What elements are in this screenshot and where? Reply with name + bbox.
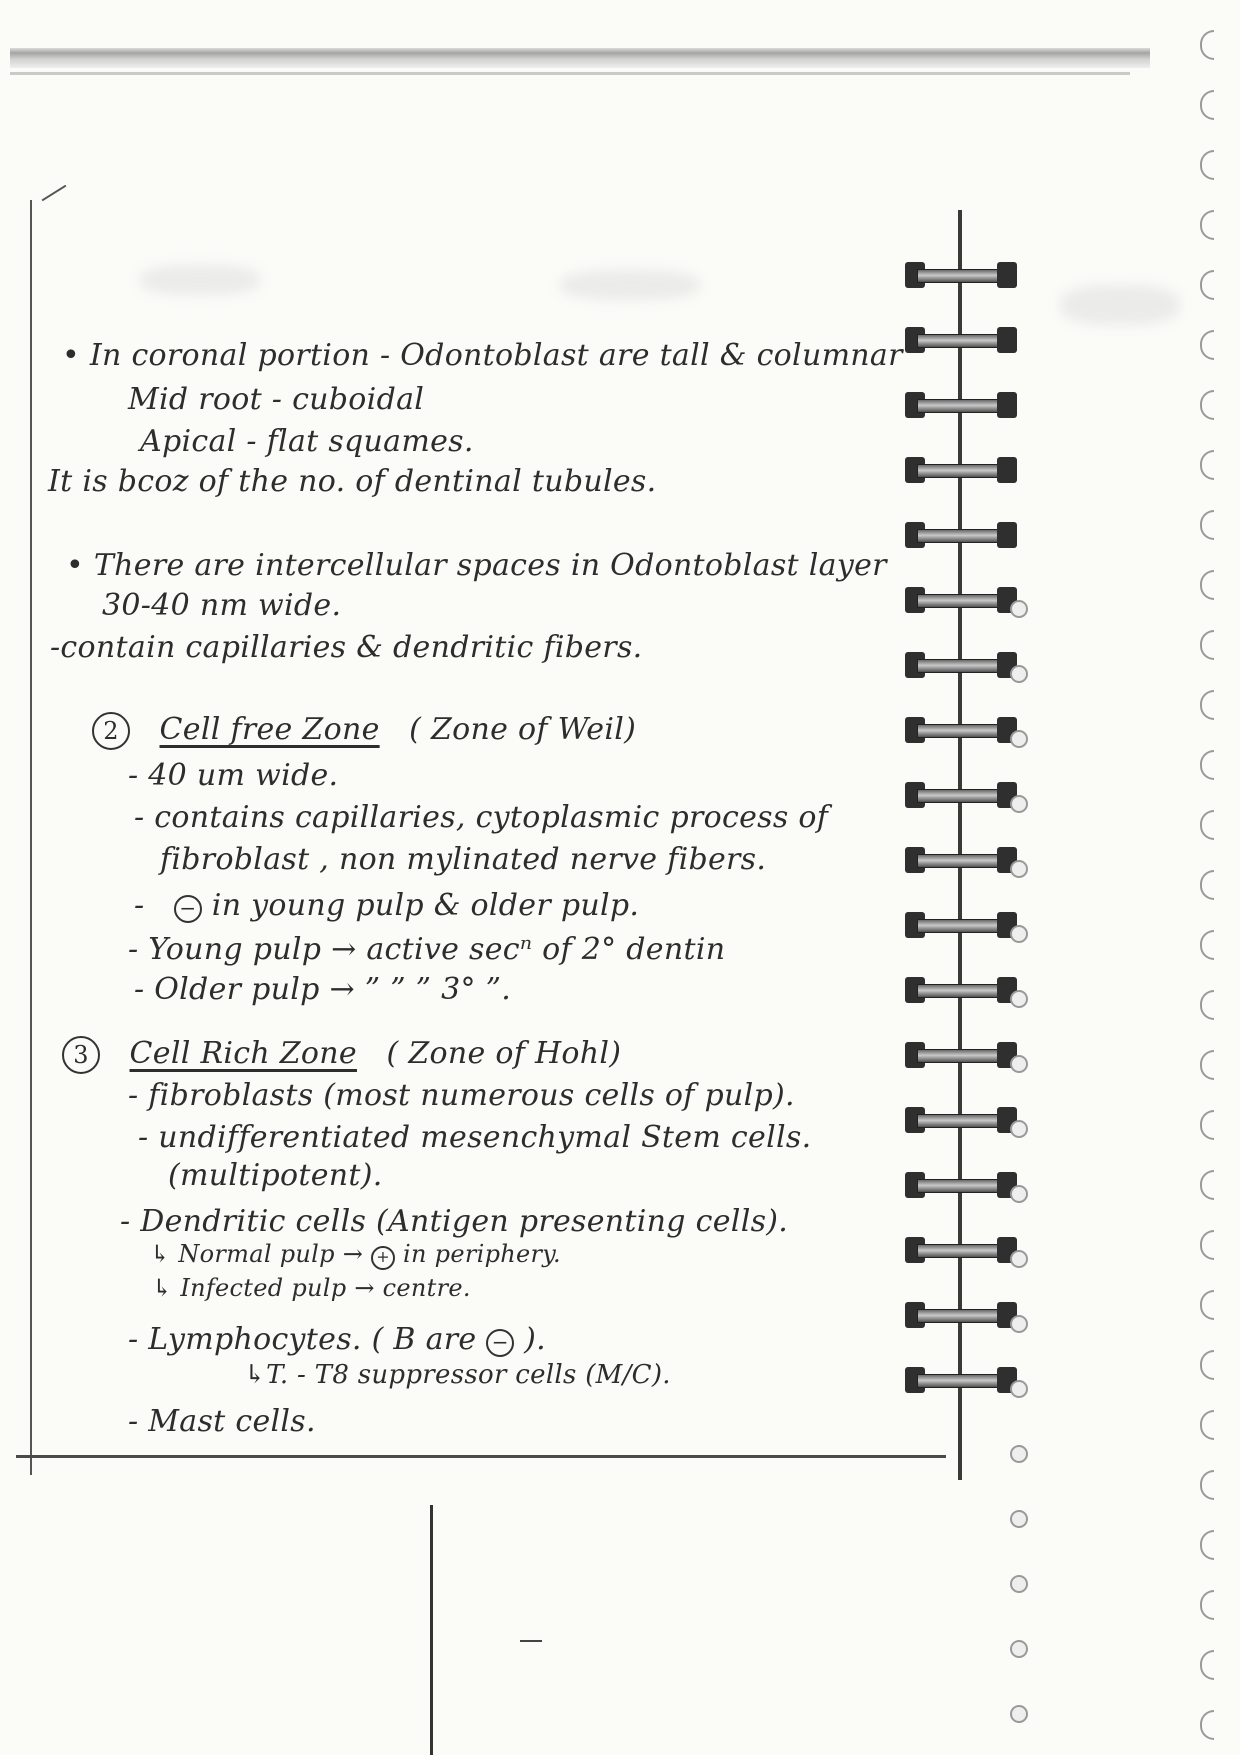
note-line: - Mast cells. <box>128 1404 316 1439</box>
punch-hole <box>1010 1575 1028 1593</box>
binding-ring <box>905 455 1017 485</box>
punch-hole <box>1010 1315 1028 1333</box>
note-line: - 40 um wide. <box>128 758 339 793</box>
binding-ring <box>905 845 1017 875</box>
note-line: - Dendritic cells (Antigen presenting cells). <box>120 1204 789 1239</box>
edge-ring <box>1200 30 1214 60</box>
edge-ring <box>1200 1170 1214 1200</box>
section-number: 2 <box>92 712 130 750</box>
positive-sign-circle: + <box>371 1246 395 1270</box>
edge-ring <box>1200 1590 1214 1620</box>
binding-ring <box>905 585 1017 615</box>
edge-ring <box>1200 1110 1214 1140</box>
note-line: - undifferentiated mesenchymal Stem cells. <box>138 1120 812 1155</box>
note-line: ↳ Infected pulp → centre. <box>152 1274 471 1302</box>
binding-ring <box>905 325 1017 355</box>
punch-hole <box>1010 1510 1028 1528</box>
edge-ring <box>1200 750 1214 780</box>
edge-ring <box>1200 1230 1214 1260</box>
binding-ring <box>905 1105 1017 1135</box>
note-line: Mid root - cuboidal <box>128 382 425 417</box>
edge-ring <box>1200 990 1214 1020</box>
note-line: 30-40 nm wide. <box>102 588 342 623</box>
binding-ring <box>905 520 1017 550</box>
punch-holes <box>1010 600 1040 1750</box>
edge-ring <box>1200 810 1214 840</box>
punch-hole <box>1010 665 1028 683</box>
section-heading <box>92 712 636 750</box>
edge-ring <box>1200 270 1214 300</box>
note-line: Apical - flat squames. <box>140 424 474 459</box>
binding-ring <box>905 260 1017 290</box>
edge-ring <box>1200 1710 1214 1740</box>
binding-ring <box>905 910 1017 940</box>
note-line: -contain capillaries & dendritic fibers. <box>50 630 643 665</box>
punch-hole <box>1010 1055 1028 1073</box>
binding-ring <box>905 650 1017 680</box>
punch-hole <box>1010 600 1028 618</box>
binding-ring <box>905 780 1017 810</box>
edge-ring <box>1200 1350 1214 1380</box>
note-line: - Young pulp → active secⁿ of 2° dentin <box>128 932 726 967</box>
edge-ring <box>1200 450 1214 480</box>
edge-ring <box>1200 150 1214 180</box>
edge-ring <box>1200 570 1214 600</box>
note-line: - contains capillaries, cytoplasmic process of <box>134 800 829 835</box>
edge-ring <box>1200 210 1214 240</box>
edge-ring <box>1200 1050 1214 1080</box>
section-number: 3 <box>62 1036 100 1074</box>
binding-ring <box>905 715 1017 745</box>
note-text: in young pulp & older pulp. <box>211 888 640 923</box>
edge-ring <box>1200 1470 1214 1500</box>
note-line: ↳T. - T8 suppressor cells (M/C). <box>244 1360 671 1390</box>
note-line: - Older pulp → ” ” ” 3° ”. <box>134 972 512 1007</box>
edge-ring <box>1200 1530 1214 1560</box>
punch-hole <box>1010 990 1028 1008</box>
edge-ring <box>1200 90 1214 120</box>
punch-hole <box>1010 1705 1028 1723</box>
punch-hole <box>1010 1445 1028 1463</box>
note-line <box>128 1322 546 1357</box>
section-subtitle: ( Zone of Weil) <box>409 712 637 747</box>
binding-ring <box>905 975 1017 1005</box>
dash: - <box>134 888 145 923</box>
edge-ring <box>1200 1290 1214 1320</box>
punch-hole <box>1010 1380 1028 1398</box>
edge-ring <box>1200 690 1214 720</box>
spiral-binding <box>905 210 1025 1480</box>
binding-ring <box>905 1170 1017 1200</box>
binding-ring <box>905 1365 1017 1395</box>
edge-ring <box>1200 510 1214 540</box>
note-line: • In coronal portion - Odontoblast are tall & columnar <box>62 338 903 373</box>
note-line <box>150 1240 561 1270</box>
page-edge-rings <box>1200 20 1230 1755</box>
edge-ring <box>1200 630 1214 660</box>
note-text: ). <box>524 1322 547 1357</box>
note-line <box>134 888 639 923</box>
edge-ring <box>1200 390 1214 420</box>
section-heading <box>62 1036 621 1074</box>
binding-ring <box>905 1040 1017 1070</box>
negative-sign-circle: − <box>486 1329 514 1357</box>
negative-sign-circle: − <box>174 895 202 923</box>
note-text: - Lymphocytes. ( B are <box>128 1322 487 1357</box>
edge-ring <box>1200 1410 1214 1440</box>
punch-hole <box>1010 1250 1028 1268</box>
section-title: Cell free Zone <box>159 712 380 747</box>
note-line: It is bcoz of the no. of dentinal tubules. <box>48 464 657 499</box>
binding-ring <box>905 390 1017 420</box>
note-line: - fibroblasts (most numerous cells of pulp). <box>128 1078 795 1113</box>
punch-hole <box>1010 1185 1028 1203</box>
punch-hole <box>1010 730 1028 748</box>
punch-hole <box>1010 860 1028 878</box>
section-title: Cell Rich Zone <box>129 1036 357 1071</box>
note-line: • There are intercellular spaces in Odontoblast layer <box>66 548 887 583</box>
scan-smudge <box>1060 285 1180 325</box>
binding-ring <box>905 1300 1017 1330</box>
section-subtitle: ( Zone of Hohl) <box>386 1036 622 1071</box>
punch-hole <box>1010 925 1028 943</box>
edge-ring <box>1200 930 1214 960</box>
note-line: (multipotent). <box>168 1158 383 1193</box>
edge-ring <box>1200 330 1214 360</box>
edge-ring <box>1200 1650 1214 1680</box>
binding-ring <box>905 1235 1017 1265</box>
note-text: ↳ Normal pulp → <box>150 1240 364 1268</box>
punch-hole <box>1010 795 1028 813</box>
note-text: in periphery. <box>403 1240 561 1268</box>
punch-hole <box>1010 1640 1028 1658</box>
edge-ring <box>1200 870 1214 900</box>
note-line: fibroblast , non mylinated nerve fibers. <box>160 842 767 877</box>
punch-hole <box>1010 1120 1028 1138</box>
